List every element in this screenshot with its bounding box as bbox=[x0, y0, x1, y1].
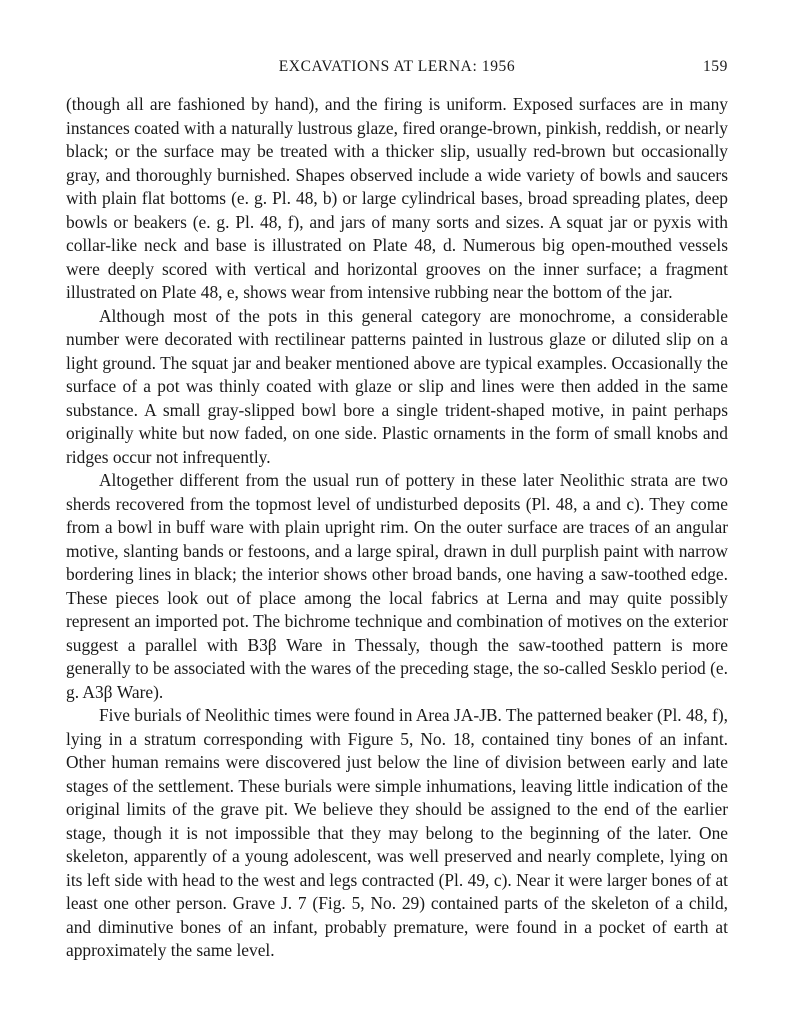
paragraph-burials: Five burials of Neolithic times were found in Area JA-JB. The patterned beaker (Pl. 48, f), lying in a stratum corresponding with Figure 5, No. 18, contained tiny bones of an infant. Other human remains were discovered just below the line of division between early and late stages of the settlement. These burials were simple inhumations, leaving little indication of the original limits of the grave pit. We believe they should be assigned to the end of the earlier stage, though it is not impossible that they may belong to the beginning of the later. One skeleton, apparently of a young adolescent, was well preserved and nearly complete, lying on its left side with head to the west and legs contracted (Pl. 49, c). Near it were larger bones of at least one other person. Grave J. 7 (Fig. 5, No. 29) contained parts of the skeleton of a child, and diminutive bones of an infant, probably premature, were found in a pocket of earth at approximately the same level. bbox=[66, 705, 728, 960]
running-head bbox=[66, 58, 728, 84]
paragraph-imported-sherds: Altogether different from the usual run of pottery in these later Neolithic strata are two sherds recovered from the topmost level of undisturbed deposits (Pl. 48, a and c). They come from a bowl in buff ware with plain upright rim. On the outer surface are traces of an angular motive, slanting bands or festoons, and a large spiral, drawn in dull purplish paint with narrow bordering lines in black; the interior shows other broad bands, one having a saw-toothed edge. These pieces look out of place among the local fabrics at Lerna and may quite possibly represent an imported pot. The bichrome technique and combination of motives on the exterior suggest a parallel with B3β Ware in Thessaly, though the saw-toothed pattern is more generally to be associated with the wares of the preceding stage, the so-called Sesklo period (e. g. A3β Ware). bbox=[66, 470, 728, 702]
running-title: EXCAVATIONS AT LERNA: 1956 bbox=[278, 58, 516, 75]
body-text bbox=[66, 93, 728, 963]
paragraph-decoration: Although most of the pots in this general category are monochrome, a considerable number were decorated with rectilinear patterns painted in lustrous glaze or diluted slip on a light ground. The squat jar and beaker mentioned above are typical examples. Occasionally the surface of a pot was thinly coated with glaze or slip and lines were then added in the same substance. A small gray-slipped bowl bore a single trident-shaped motive, in paint perhaps originally white but now faded, on one side. Plastic ornaments in the form of small knobs and ridges occur not infrequently. bbox=[66, 305, 728, 467]
paragraph-pottery-shapes: (though all are fashioned by hand), and the firing is uniform. Exposed surfaces are in many instances coated with a naturally lustrous glaze, fired orange-brown, pinkish, reddish, or nearly black; or the surface may be treated with a thicker slip, usually red-brown but occasionally gray, and thoroughly burnished. Shapes observed include a wide variety of bowls and saucers with plain flat bottoms (e. g. Pl. 48, b) or large cylindrical bases, broad spreading plates, deep bowls or beakers (e. g. Pl. 48, f), and jars of many sorts and sizes. A squat jar or pyxis with collar-like neck and base is illustrated on Plate 48, d. Numerous big open-mouthed vessels were deeply scored with vertical and horizontal grooves on the inner surface; a fragment illustrated on Plate 48, e, shows wear from intensive rubbing near the bottom of the jar. bbox=[66, 94, 728, 302]
page bbox=[66, 58, 728, 963]
page-number: 159 bbox=[702, 58, 728, 75]
